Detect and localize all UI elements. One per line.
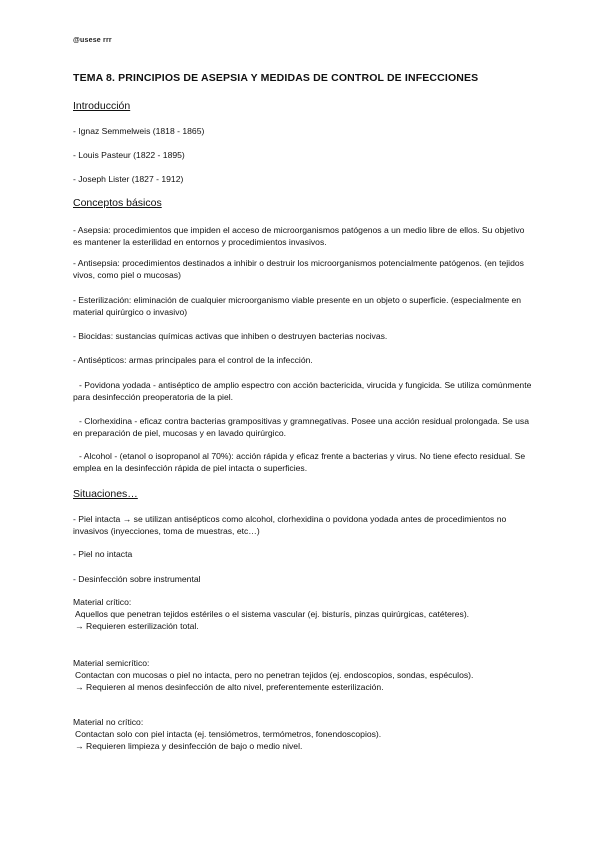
material-description: Contactan solo con piel intacta (ej. tensiómetros, termómetros, fonendoscopios). [75, 729, 382, 739]
material-requirement: → Requieren limpieza y desinfección de bajo o medio nivel. [75, 741, 303, 751]
antiseptic-item: - Alcohol - (etanol o isopropanol al 70%): acción rápida y eficaz frente a bacterias y virus. No tiene efecto residual. Se emplea en la desinfección rápida de piel intacta o superficies. [73, 451, 526, 473]
concept-paragraph: - Asepsia: procedimientos que impiden el acceso de microorganismos patógenos a un medio libre de ellos. Su objetivo es mantener la esterilidad en entornos y procedimientos invasivos. [73, 225, 525, 247]
material-description: Contactan con mucosas o piel no intacta, pero no penetran tejidos (ej. endoscopios, sondas, espéculos). [75, 670, 474, 680]
intro-item: - Ignaz Semmelweis (1818 - 1865) [73, 126, 205, 136]
situation-item: - Piel no intacta [73, 549, 133, 559]
situation-paragraph: - Piel intacta → se utilizan antisépticos como alcohol, clorhexidina o povidona yodada antes de procedimientos no invasivos (inyecciones, toma de muestras, etc…) [73, 514, 507, 536]
brand-logo: @usese rrr [73, 37, 112, 44]
section-heading-situations: Situaciones… [73, 488, 138, 500]
concept-paragraph: - Antisepsia: procedimientos destinados a inhibir o destruir los microorganismos potencialmente patógenos. (en tejidos vivos, como piel o mucosas) [73, 258, 524, 280]
section-heading-concepts: Conceptos básicos [73, 197, 162, 209]
intro-item: - Joseph Lister (1827 - 1912) [73, 174, 184, 184]
material-title: Material semicrítico: [73, 658, 150, 668]
antiseptic-item: - Povidona yodada - antiséptico de amplio espectro con acción bactericida, virucida y fungicida. Se utiliza comúnmente para desinfección preoperatoria de la piel. [73, 380, 532, 402]
material-title: Material no crítico: [73, 717, 144, 727]
intro-item: - Louis Pasteur (1822 - 1895) [73, 150, 185, 160]
concept-paragraph: - Biocidas: sustancias químicas activas que inhiben o destruyen bacterias nocivas. [73, 331, 388, 341]
concept-paragraph: - Antisépticos: armas principales para el control de la infección. [73, 355, 313, 365]
concept-paragraph: - Esterilización: eliminación de cualquier microorganismo viable presente en un objeto o superficie. (especialmente en material quirúrgico o invasivo) [73, 295, 522, 317]
material-requirement: → Requieren al menos desinfección de alto nivel, preferentemente esterilización. [75, 682, 384, 692]
material-title: Material crítico: [73, 597, 132, 607]
material-requirement: → Requieren esterilización total. [75, 621, 199, 631]
page-title: TEMA 8. PRINCIPIOS DE ASEPSIA Y MEDIDAS DE CONTROL DE INFECCIONES [73, 72, 479, 84]
material-description: Aquellos que penetran tejidos estériles o el sistema vascular (ej. bisturís, pinzas quirúrgicas, catéteres). [75, 609, 470, 619]
section-heading-intro: Introducción [73, 100, 131, 112]
situation-item: - Desinfección sobre instrumental [73, 574, 201, 584]
antiseptic-item: - Clorhexidina - eficaz contra bacterias grampositivas y gramnegativas. Posee una acción residual prolongada. Se usa en preparación de piel, mucosas y en lavado quirúrgico. [73, 416, 529, 438]
